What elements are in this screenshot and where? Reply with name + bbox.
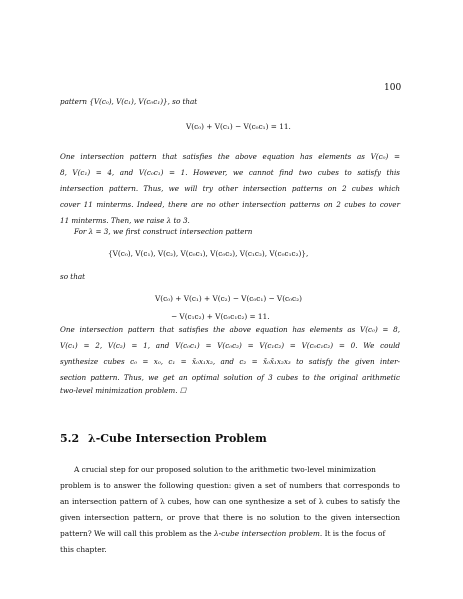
paragraph-line: One intersection pattern that satisfies the above equation has elements as V(c₀) = 8, bbox=[60, 325, 400, 334]
example-paragraph bbox=[60, 149, 400, 229]
paragraph-line: 11 minterms. Then, we raise λ to 3. bbox=[60, 216, 190, 225]
paragraph-line: One intersection pattern that satisfies the above equation has elements as V(c₀) = bbox=[60, 152, 400, 161]
equation-3-line-2: − V(c₁c₂) + V(c₀c₁c₂) = 11. bbox=[171, 312, 270, 321]
lambda-three-intro: For λ = 3, we first construct intersection pattern bbox=[74, 227, 253, 236]
body-line: problem is to answer the following question: given a set of numbers that corresponds to bbox=[60, 481, 400, 490]
paragraph-line: synthesize cubes c₀ = x₀, c₁ = x̄₀x₁x₂, and c₂ = x̄₀x̄₁x₂x₃ to satisfy the given inter- bbox=[60, 357, 400, 366]
paragraph-line: 8, V(c₁) = 4, and V(c₀c₁) = 1. However, we cannot find two cubes to satisfy this bbox=[60, 168, 400, 177]
section-body-paragraph bbox=[60, 462, 400, 558]
paragraph-line: V(c₁) = 2, V(c₂) = 1, and V(c₀c₁) = V(c₀c₂) = V(c₁c₂) = V(c₀c₁c₂) = 0. We could bbox=[60, 341, 400, 350]
body-line: this chapter. bbox=[60, 545, 107, 554]
paragraph-line: intersection pattern. Thus, we will try other intersection patterns on 2 cubes which bbox=[60, 184, 400, 193]
body-line: A crucial step for our proposed solution to the arithmetic two-level minimization bbox=[74, 465, 376, 474]
example-text-line: pattern {V(c₀), V(c₁), V(c₀c₁)}, so that bbox=[60, 97, 198, 106]
so-that-text: so that bbox=[60, 272, 85, 281]
paragraph-line: cover 11 minterms. Indeed, there are no other intersection patterns on 2 cubes to cover bbox=[60, 200, 400, 209]
body-line: an intersection pattern of λ cubes, how can one synthesize a set of λ cubes to satisfy the bbox=[60, 497, 400, 506]
section-heading bbox=[60, 432, 400, 446]
paragraph-line: section pattern. Thus, we get an optimal solution of 3 cubes to the original arithmetic bbox=[60, 373, 400, 382]
end-of-example: two-level minimization problem. ☐ bbox=[60, 386, 187, 395]
equation-3-line-1: V(c₀) + V(c₁) + V(c₂) − V(c₀c₁) − V(c₀c₂) bbox=[155, 294, 302, 303]
section-number: 5.2 bbox=[60, 432, 80, 445]
page-number: 100 bbox=[384, 83, 402, 93]
body-line bbox=[60, 526, 400, 542]
section-title: λ-Cube Intersection Problem bbox=[88, 432, 267, 445]
body-text-span: pattern? We will call this problem as the bbox=[60, 529, 214, 538]
solution-paragraph bbox=[60, 322, 400, 386]
body-line: given intersection pattern, or prove that there is no solution to the given intersection bbox=[60, 513, 400, 522]
problem-name: λ-cube intersection problem. bbox=[213, 529, 323, 538]
equation-2: {V(c₀), V(c₁), V(c₂), V(c₀c₁), V(c₀c₂), V(c₁c₂), V(c₀c₁c₂)}, bbox=[108, 249, 309, 258]
equation-1: V(c₀) + V(c₁) − V(c₀c₁) = 11. bbox=[186, 122, 291, 131]
body-text-span: It is the focus of bbox=[322, 529, 386, 538]
